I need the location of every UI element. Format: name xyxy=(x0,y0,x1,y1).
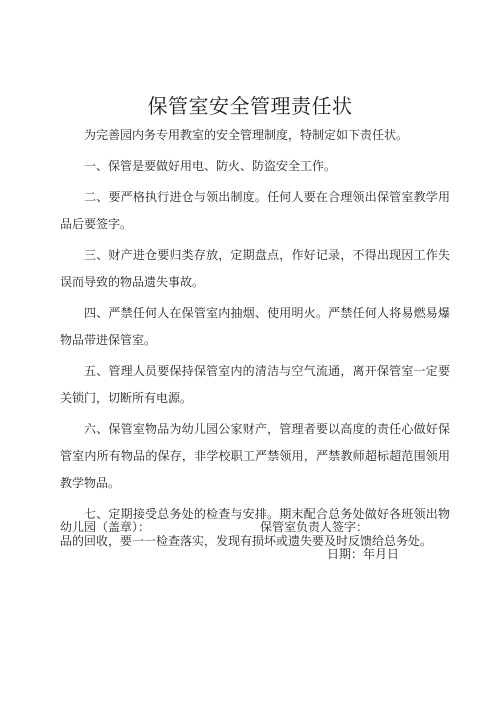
document-body xyxy=(60,122,450,559)
clause-6: 六、保管室物品为幼儿园公家财产，管理者要以高度的责任心做好保管室内所有物品的保存，非学校职工严禁领用，严禁教师超标超范围领用教学物品。 xyxy=(60,422,450,490)
clause-5: 五、管理人员要保持保管室内的清洁与空气流通，离开保管室一定要关锁门，切断所有电源。 xyxy=(60,364,450,405)
kindergarten-seal-label: 幼儿园（盖章）： xyxy=(60,520,151,534)
clause-4: 四、严禁任何人在保管室内抽烟、使用明火。严禁任何人将易燃易爆物品带进保管室。 xyxy=(60,306,450,347)
intro-paragraph: 为完善园内务专用教室的安全管理制度，特制定如下责任状。 xyxy=(84,128,409,142)
clause-3: 三、财产进仓要归类存放，定期盘点，作好记录，不得出现因工作失误而导致的物品遗失事故。 xyxy=(60,248,450,289)
clause-2: 二、要严格执行进仓与领出制度。任何人要在合理领出保管室教学用品后要签字。 xyxy=(60,190,450,231)
date-label: 日期：年月日 xyxy=(327,547,400,561)
clause-7: 七、定期接受总务处的检查与安排。期末配合总务处做好各班领出物品的回收，要一一检查落实，发现有损坏或遗失要及时反馈给总务处。 xyxy=(60,507,450,548)
clause-1: 一、保管是要做好用电、防火、防盗安全工作。 xyxy=(84,159,337,173)
signature-row xyxy=(60,518,450,538)
custodian-signature-label: 保管室负责人签字： xyxy=(260,520,369,534)
document-title: 保管室安全管理责任状 xyxy=(147,94,353,118)
